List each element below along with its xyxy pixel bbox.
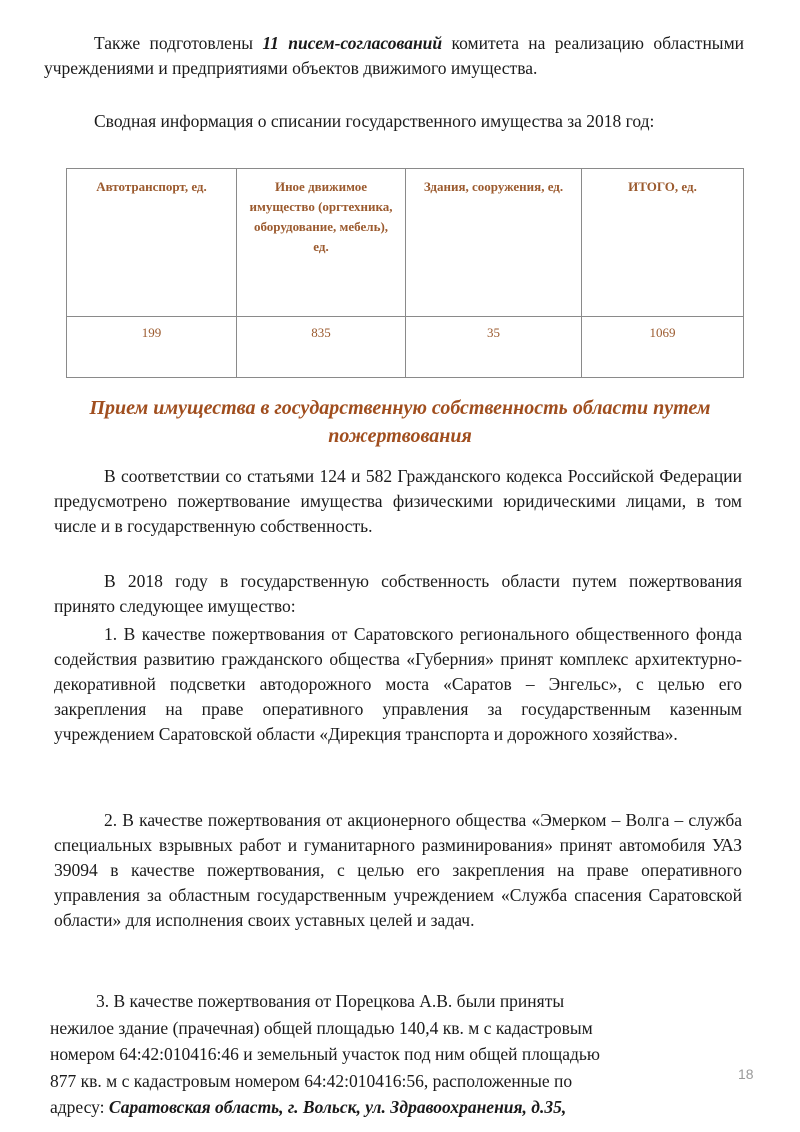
item-3-paragraph: [50, 988, 740, 1121]
section-heading: Прием имущества в государственную собственность области путем пожертвования: [89, 397, 711, 447]
intro-lead: Также подготовлены: [94, 33, 263, 53]
summary-intro: Сводная информация о списании государственного имущества за 2018 год:: [94, 111, 655, 131]
address-label: адресу:: [50, 1097, 109, 1117]
write-off-summary-table: [66, 168, 744, 378]
intro-emphasis: 11 писем-согласований: [262, 33, 443, 53]
page-number: 18: [738, 1066, 754, 1082]
item-2-paragraph: 2. В качестве пожертвования от акционерного общества «Эмерком – Волга – служба специальных взрывных работ и гуманитарного разминирования» принят автомобиля УАЗ 39094 в качестве пожертвования, с целью его закрепления на праве оперативного управления за областным государственным учреждением «Служба спасения Саратовской области» для исполнения своих уставных целей и задач.: [54, 810, 742, 930]
value-total: 1069: [582, 317, 744, 378]
intro-paragraph: [44, 31, 744, 80]
address-value: Саратовская область, г. Вольск, ул. Здравоохранения, д.35,: [108, 1097, 567, 1117]
value-buildings: 35: [406, 317, 582, 378]
header-other-movable: Иное движимое имущество (оргтехника, оборудование, мебель), ед.: [237, 169, 406, 317]
body-paragraph-1: В соответствии со статьями 124 и 582 Гражданского кодекса Российской Федерации предусмотрено пожертвование имущества физическими юридическими лицами, в том числе и в государственную собственность.: [54, 466, 742, 536]
table-header-row: [67, 169, 744, 317]
header-vehicles: Автотранспорт, ед.: [67, 169, 237, 317]
value-vehicles: 199: [67, 317, 237, 378]
intro-rest: комитета на реализацию областными учреждениями и предприятиями объектов движимого имущества.: [44, 33, 745, 78]
body-paragraph-2: В 2018 году в государственную собственность области путем пожертвования принято следующее имущество:: [54, 571, 742, 616]
header-total: ИТОГО, ед.: [582, 169, 744, 317]
item-3-line-5: [50, 1094, 740, 1121]
item-3-line-2: нежилое здание (прачечная) общей площадью 140,4 кв. м с кадастровым: [50, 1017, 593, 1038]
table-row: [67, 317, 744, 378]
item-3-line-4: 877 кв. м с кадастровым номером 64:42:010416:56, расположенные по: [50, 1070, 573, 1091]
value-other-movable: 835: [237, 317, 406, 378]
item-3-line-3: номером 64:42:010416:46 и земельный участок под ним общей площадью: [50, 1044, 600, 1064]
item-1-paragraph: 1. В качестве пожертвования от Саратовского регионального общественного фонда содействия развитию гражданского общества «Губерния» принят комплекс архитектурно-декоративной подсветки автодорожного моста «Саратов – Энгельс», с целью его закрепления на праве оперативного управления за государственным казенным учреждением Саратовской области «Дирекция транспорта и дорожного хозяйства».: [54, 624, 742, 744]
item-3-line-1: 3. В качестве пожертвования от Порецкова А.В. были приняты: [96, 991, 565, 1011]
header-buildings: Здания, сооружения, ед.: [406, 169, 582, 317]
